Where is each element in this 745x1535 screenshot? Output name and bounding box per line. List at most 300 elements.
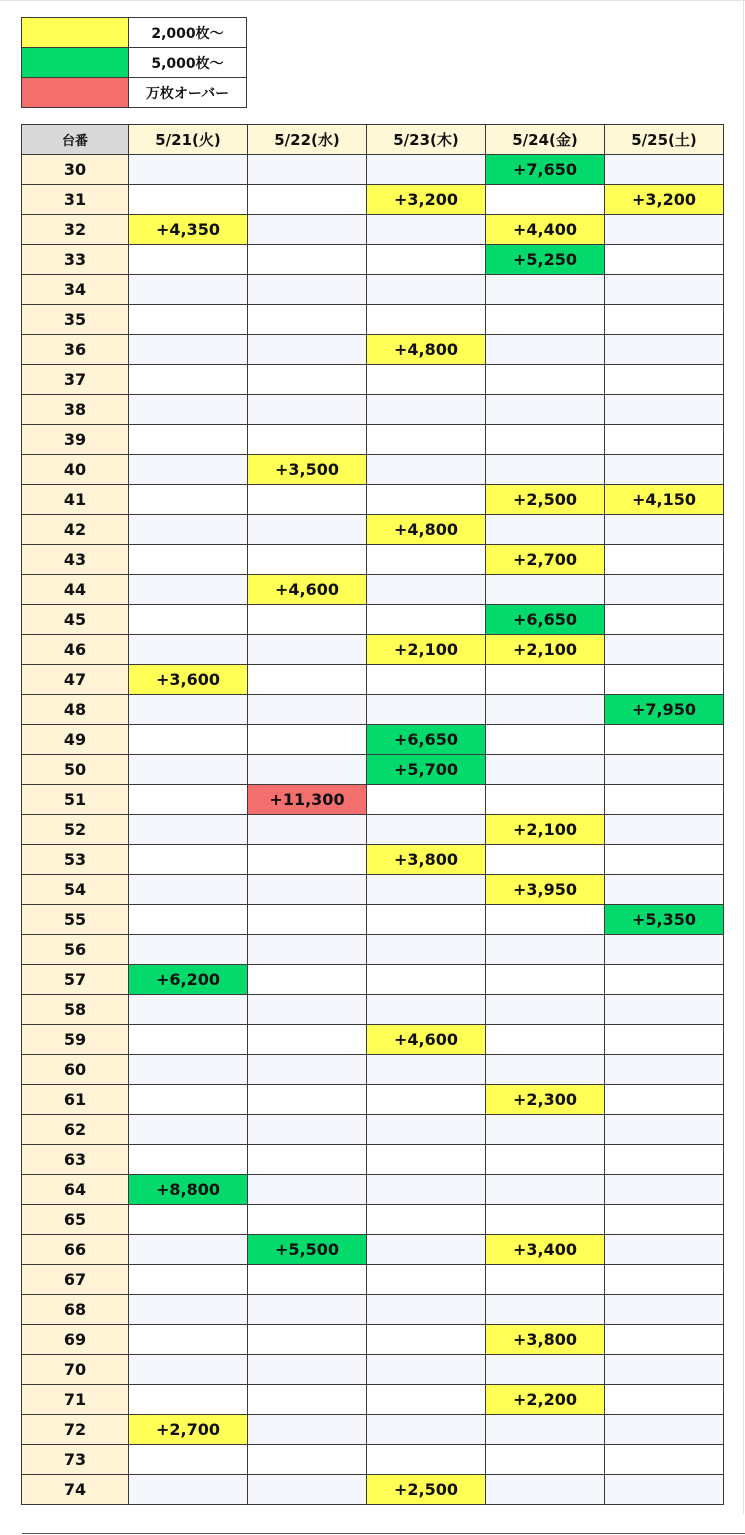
result-cell — [486, 275, 605, 305]
machine-number: 49 — [22, 725, 129, 755]
machine-number: 33 — [22, 245, 129, 275]
result-cell — [486, 395, 605, 425]
result-cell — [605, 1115, 724, 1145]
result-cell — [248, 665, 367, 695]
result-cell — [129, 335, 248, 365]
table-row — [22, 1205, 724, 1235]
table-row — [22, 875, 724, 905]
result-cell — [248, 1295, 367, 1325]
result-cell — [605, 1175, 724, 1205]
table-row — [22, 185, 724, 215]
result-cell: +5,250 — [486, 245, 605, 275]
result-cell — [129, 1145, 248, 1175]
machine-number: 41 — [22, 485, 129, 515]
result-cell — [129, 1475, 248, 1505]
table-row — [22, 815, 724, 845]
result-cell — [129, 155, 248, 185]
legend-label: 万枚オーバー — [129, 78, 247, 108]
result-cell: +11,300 — [248, 785, 367, 815]
result-cell — [367, 365, 486, 395]
table-row — [22, 785, 724, 815]
result-cell — [129, 1385, 248, 1415]
result-cell — [605, 365, 724, 395]
result-cell: +4,600 — [367, 1025, 486, 1055]
machine-number: 57 — [22, 965, 129, 995]
table-row — [22, 755, 724, 785]
result-cell: +3,200 — [605, 185, 724, 215]
result-cell — [129, 1025, 248, 1055]
table-row — [22, 905, 724, 935]
date-header: 5/24(金) — [486, 125, 605, 155]
result-cell — [486, 1115, 605, 1145]
result-cell — [129, 605, 248, 635]
result-cell — [129, 995, 248, 1025]
table-row — [22, 1415, 724, 1445]
result-cell — [367, 605, 486, 635]
result-cell — [605, 965, 724, 995]
table-row — [22, 1475, 724, 1505]
machine-number: 68 — [22, 1295, 129, 1325]
result-cell — [248, 965, 367, 995]
machine-number: 65 — [22, 1205, 129, 1235]
result-cell — [605, 1385, 724, 1415]
result-cell — [367, 875, 486, 905]
result-cell — [248, 1355, 367, 1385]
legend-table — [21, 17, 247, 108]
result-cell — [248, 875, 367, 905]
result-cell — [605, 1085, 724, 1115]
machine-number: 72 — [22, 1415, 129, 1445]
result-cell — [367, 1445, 486, 1475]
result-cell: +3,800 — [367, 845, 486, 875]
table-row — [22, 1085, 724, 1115]
result-cell — [129, 185, 248, 215]
result-cell: +7,950 — [605, 695, 724, 725]
legend-swatch — [22, 18, 129, 48]
result-cell — [129, 1055, 248, 1085]
result-cell — [129, 515, 248, 545]
result-cell — [129, 845, 248, 875]
legend-row — [22, 48, 247, 78]
result-cell: +4,150 — [605, 485, 724, 515]
result-cell — [129, 1265, 248, 1295]
result-cell — [605, 875, 724, 905]
machine-number: 40 — [22, 455, 129, 485]
result-cell — [367, 1385, 486, 1415]
table-row — [22, 155, 724, 185]
result-cell — [486, 665, 605, 695]
machine-number: 56 — [22, 935, 129, 965]
result-cell — [248, 335, 367, 365]
legend-swatch — [22, 48, 129, 78]
result-cell: +3,600 — [129, 665, 248, 695]
result-cell: +2,700 — [486, 545, 605, 575]
legend-row — [22, 78, 247, 108]
result-cell — [605, 1055, 724, 1085]
table-row — [22, 545, 724, 575]
result-cell — [605, 815, 724, 845]
machine-number: 54 — [22, 875, 129, 905]
result-cell — [486, 695, 605, 725]
machine-number: 50 — [22, 755, 129, 785]
result-cell: +4,600 — [248, 575, 367, 605]
result-cell — [367, 1115, 486, 1145]
result-cell — [367, 305, 486, 335]
machine-number: 45 — [22, 605, 129, 635]
result-cell — [248, 1115, 367, 1145]
result-cell — [248, 395, 367, 425]
result-cell — [486, 725, 605, 755]
result-cell — [605, 785, 724, 815]
result-cell — [248, 1385, 367, 1415]
machine-number: 30 — [22, 155, 129, 185]
result-cell — [367, 1145, 486, 1175]
result-cell — [248, 995, 367, 1025]
result-cell — [486, 1295, 605, 1325]
result-cell — [367, 425, 486, 455]
result-cell — [605, 665, 724, 695]
result-cell — [486, 1415, 605, 1445]
machine-number: 35 — [22, 305, 129, 335]
result-cell — [367, 1175, 486, 1205]
machine-number: 48 — [22, 695, 129, 725]
table-row — [22, 365, 724, 395]
result-cell — [248, 365, 367, 395]
result-cell — [605, 1025, 724, 1055]
table-row — [22, 455, 724, 485]
result-cell — [605, 845, 724, 875]
table-row — [22, 1175, 724, 1205]
result-cell — [605, 1265, 724, 1295]
legend-label: 5,000枚～ — [129, 48, 247, 78]
result-cell — [367, 1055, 486, 1085]
machine-number: 46 — [22, 635, 129, 665]
table-row — [22, 1145, 724, 1175]
result-cell — [248, 1175, 367, 1205]
machine-number: 51 — [22, 785, 129, 815]
result-cell — [248, 185, 367, 215]
result-cell: +4,800 — [367, 515, 486, 545]
result-cell — [129, 695, 248, 725]
result-cell: +2,100 — [486, 815, 605, 845]
result-cell: +2,100 — [367, 635, 486, 665]
result-cell — [248, 815, 367, 845]
table-row — [22, 1325, 724, 1355]
result-cell — [605, 1295, 724, 1325]
result-cell — [129, 425, 248, 455]
result-cell — [248, 485, 367, 515]
table-row — [22, 635, 724, 665]
result-cell — [367, 1295, 486, 1325]
result-cell — [367, 215, 486, 245]
result-cell — [129, 725, 248, 755]
result-cell — [248, 1265, 367, 1295]
table-row — [22, 605, 724, 635]
table-row — [22, 305, 724, 335]
result-cell — [367, 1415, 486, 1445]
result-cell — [486, 1355, 605, 1385]
result-cell: +2,700 — [129, 1415, 248, 1445]
result-cell — [129, 1295, 248, 1325]
result-cell — [129, 905, 248, 935]
table-row — [22, 695, 724, 725]
result-cell — [248, 1445, 367, 1475]
table-row — [22, 1265, 724, 1295]
result-cell — [129, 275, 248, 305]
machine-number: 64 — [22, 1175, 129, 1205]
table-row — [22, 425, 724, 455]
result-cell — [367, 245, 486, 275]
result-cell — [129, 755, 248, 785]
machine-number-header: 台番 — [22, 125, 129, 155]
result-cell — [248, 695, 367, 725]
result-cell — [129, 365, 248, 395]
frame-right-line — [743, 0, 744, 1515]
machine-number: 38 — [22, 395, 129, 425]
result-cell — [605, 275, 724, 305]
machine-number: 63 — [22, 1145, 129, 1175]
result-cell — [605, 1475, 724, 1505]
table-row — [22, 275, 724, 305]
bottom-divider — [22, 1533, 745, 1534]
result-cell — [248, 845, 367, 875]
machine-number: 32 — [22, 215, 129, 245]
result-cell — [486, 1145, 605, 1175]
result-cell: +3,800 — [486, 1325, 605, 1355]
result-cell — [248, 1085, 367, 1115]
result-cell — [248, 1475, 367, 1505]
result-cell — [486, 935, 605, 965]
machine-number: 58 — [22, 995, 129, 1025]
table-row — [22, 1235, 724, 1265]
result-cell — [367, 485, 486, 515]
machine-number: 34 — [22, 275, 129, 305]
result-cell — [486, 515, 605, 545]
result-cell: +3,400 — [486, 1235, 605, 1265]
result-cell — [367, 665, 486, 695]
date-header: 5/23(木) — [367, 125, 486, 155]
table-row — [22, 1355, 724, 1385]
result-cell — [605, 155, 724, 185]
date-header: 5/22(水) — [248, 125, 367, 155]
result-cell — [248, 1145, 367, 1175]
result-cell — [129, 875, 248, 905]
machine-number: 59 — [22, 1025, 129, 1055]
table-row — [22, 485, 724, 515]
result-cell — [129, 1205, 248, 1235]
result-cell — [367, 815, 486, 845]
table-row — [22, 665, 724, 695]
result-cell — [367, 1205, 486, 1235]
table-row — [22, 1295, 724, 1325]
result-cell — [605, 1415, 724, 1445]
result-cell: +8,800 — [129, 1175, 248, 1205]
result-cell: +5,350 — [605, 905, 724, 935]
legend-swatch — [22, 78, 129, 108]
result-cell — [367, 905, 486, 935]
result-cell — [486, 785, 605, 815]
table-row — [22, 515, 724, 545]
result-cell — [367, 455, 486, 485]
table-row — [22, 1055, 724, 1085]
result-cell — [248, 1415, 367, 1445]
result-cell — [486, 305, 605, 335]
result-cell — [367, 935, 486, 965]
table-row — [22, 725, 724, 755]
result-cell — [248, 155, 367, 185]
result-cell: +2,100 — [486, 635, 605, 665]
result-cell — [367, 785, 486, 815]
result-cell — [367, 1325, 486, 1355]
machine-number: 60 — [22, 1055, 129, 1085]
result-cell — [605, 455, 724, 485]
result-cell — [486, 1265, 605, 1295]
table-row — [22, 935, 724, 965]
result-cell: +2,500 — [486, 485, 605, 515]
table-row — [22, 845, 724, 875]
results-table — [21, 124, 724, 1505]
table-row — [22, 1385, 724, 1415]
result-cell — [129, 785, 248, 815]
machine-number: 69 — [22, 1325, 129, 1355]
machine-number: 73 — [22, 1445, 129, 1475]
result-cell — [605, 1445, 724, 1475]
machine-number: 66 — [22, 1235, 129, 1265]
result-cell — [605, 1205, 724, 1235]
result-cell — [605, 1145, 724, 1175]
table-row — [22, 995, 724, 1025]
result-cell — [367, 1265, 486, 1295]
result-cell — [605, 215, 724, 245]
machine-number: 70 — [22, 1355, 129, 1385]
result-cell — [248, 515, 367, 545]
result-cell — [486, 845, 605, 875]
result-cell — [605, 995, 724, 1025]
result-cell: +4,350 — [129, 215, 248, 245]
result-cell: +2,500 — [367, 1475, 486, 1505]
result-cell — [367, 1235, 486, 1265]
machine-number: 55 — [22, 905, 129, 935]
machine-number: 74 — [22, 1475, 129, 1505]
machine-number: 42 — [22, 515, 129, 545]
table-row — [22, 965, 724, 995]
machine-number: 43 — [22, 545, 129, 575]
result-cell — [248, 635, 367, 665]
result-cell — [486, 335, 605, 365]
machine-number: 47 — [22, 665, 129, 695]
result-cell — [248, 755, 367, 785]
result-cell — [486, 185, 605, 215]
result-cell — [605, 1235, 724, 1265]
result-cell — [605, 395, 724, 425]
result-cell — [129, 545, 248, 575]
result-cell: +6,650 — [367, 725, 486, 755]
machine-number: 44 — [22, 575, 129, 605]
legend-row — [22, 18, 247, 48]
result-cell — [486, 1475, 605, 1505]
result-cell — [129, 1445, 248, 1475]
result-cell — [486, 365, 605, 395]
result-cell — [605, 1325, 724, 1355]
result-cell — [486, 1445, 605, 1475]
table-row — [22, 245, 724, 275]
result-cell: +4,800 — [367, 335, 486, 365]
date-header: 5/25(土) — [605, 125, 724, 155]
legend-label: 2,000枚～ — [129, 18, 247, 48]
result-cell — [367, 155, 486, 185]
result-cell — [129, 245, 248, 275]
result-cell — [248, 275, 367, 305]
result-cell — [129, 1325, 248, 1355]
machine-number: 31 — [22, 185, 129, 215]
result-cell: +5,500 — [248, 1235, 367, 1265]
header-row — [22, 125, 724, 155]
result-cell — [367, 695, 486, 725]
table-row — [22, 575, 724, 605]
result-cell — [248, 245, 367, 275]
result-cell — [486, 1175, 605, 1205]
result-cell — [129, 935, 248, 965]
result-cell — [367, 1085, 486, 1115]
result-cell — [129, 1115, 248, 1145]
result-cell: +3,500 — [248, 455, 367, 485]
result-cell — [129, 455, 248, 485]
result-cell — [129, 395, 248, 425]
table-row — [22, 335, 724, 365]
machine-number: 71 — [22, 1385, 129, 1415]
result-cell — [486, 1025, 605, 1055]
result-cell — [367, 1355, 486, 1385]
result-cell — [248, 905, 367, 935]
machine-number: 62 — [22, 1115, 129, 1145]
result-cell — [129, 635, 248, 665]
result-cell — [605, 605, 724, 635]
result-cell — [248, 1055, 367, 1085]
result-cell — [129, 575, 248, 605]
result-cell: +4,400 — [486, 215, 605, 245]
result-cell — [367, 545, 486, 575]
result-cell — [486, 995, 605, 1025]
result-cell: +6,650 — [486, 605, 605, 635]
result-cell — [248, 425, 367, 455]
result-cell — [605, 1355, 724, 1385]
result-cell — [248, 725, 367, 755]
result-cell — [248, 215, 367, 245]
machine-number: 67 — [22, 1265, 129, 1295]
result-cell — [605, 725, 724, 755]
result-cell — [605, 245, 724, 275]
result-cell: +5,700 — [367, 755, 486, 785]
table-row — [22, 1445, 724, 1475]
result-cell: +2,200 — [486, 1385, 605, 1415]
result-cell — [486, 1205, 605, 1235]
result-cell — [605, 515, 724, 545]
result-cell — [248, 1325, 367, 1355]
result-cell — [129, 815, 248, 845]
result-cell — [248, 605, 367, 635]
result-cell — [605, 545, 724, 575]
result-cell — [129, 1235, 248, 1265]
result-cell — [129, 305, 248, 335]
machine-number: 61 — [22, 1085, 129, 1115]
machine-number: 52 — [22, 815, 129, 845]
result-cell — [605, 935, 724, 965]
table-row — [22, 395, 724, 425]
result-cell: +3,200 — [367, 185, 486, 215]
result-cell: +3,950 — [486, 875, 605, 905]
result-cell — [248, 545, 367, 575]
result-cell — [605, 755, 724, 785]
